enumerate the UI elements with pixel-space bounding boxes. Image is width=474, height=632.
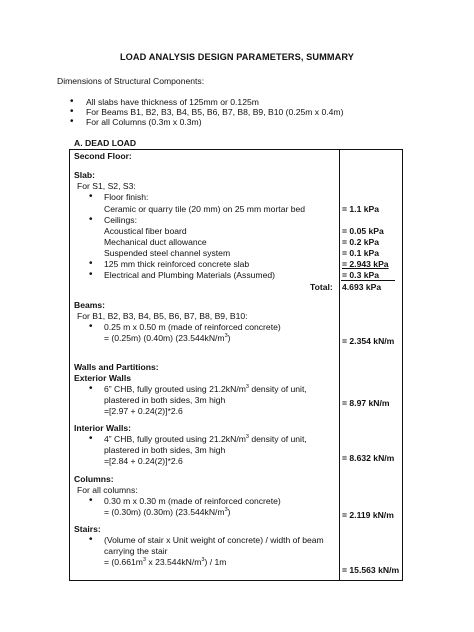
exterior-line2: plastered in both sides, 3m high xyxy=(104,395,226,405)
superscript: 3 xyxy=(201,557,205,564)
stairs-line3-a: = (0.661m xyxy=(104,557,143,567)
electrical-value: = 0.3 kPa xyxy=(342,270,380,280)
floor-finish-label: Floor finish: xyxy=(104,192,149,202)
beams-desc: 0.25 m x 0.50 m (made of reinforced concrete) xyxy=(104,322,281,332)
interior-line1-end: density of unit, xyxy=(248,434,307,444)
columns-value: = 2.119 kN/m xyxy=(342,510,394,520)
stairs-heading: Stairs: xyxy=(74,524,101,534)
page-title: LOAD ANALYSIS DESIGN PARAMETERS, SUMMARY xyxy=(119,52,355,62)
slab-for: For S1, S2, S3: xyxy=(77,181,136,191)
duct-value: = 0.2 kPa xyxy=(342,237,380,247)
bullet-icon: • xyxy=(89,495,93,506)
interior-value: = 8.632 kN/m xyxy=(342,453,395,463)
duct-label: Mechanical duct allowance xyxy=(104,237,207,247)
bullet-icon: • xyxy=(89,258,93,269)
columns-calc-end: ) xyxy=(227,507,231,517)
bullet-icon: • xyxy=(89,383,93,394)
interior-line1 xyxy=(104,434,307,444)
stairs-line2: carrying the stair xyxy=(104,546,168,556)
columns-calc-text: = (0.30m) (0.30m) (23.544kN/m xyxy=(104,507,225,517)
interior-line2: plastered in both sides, 3m high xyxy=(104,445,226,455)
exterior-value: = 8.97 kN/m xyxy=(342,398,390,408)
columns-calc xyxy=(104,507,231,517)
channel-label: Suspended steel channel system xyxy=(104,248,231,258)
bullet-icon: • xyxy=(89,321,93,332)
beams-calc-text: = (0.25m) (0.40m) (23.544kN/m xyxy=(104,333,225,343)
columns-heading: Columns: xyxy=(74,474,114,484)
slab-heading: Slab: xyxy=(74,170,96,180)
superscript: 3 xyxy=(245,384,249,391)
exterior-line1-text: 6” CHB, fully grouted using 21.2kN/m xyxy=(104,384,246,394)
bullet-icon: • xyxy=(89,534,93,545)
beams-value: = 2.354 kN/m xyxy=(342,336,395,346)
ceramic-label: Ceramic or quarry tile (20 mm) on 25 mm mortar bed xyxy=(104,204,306,214)
superscript: 3 xyxy=(224,333,228,340)
exterior-line1 xyxy=(104,384,307,394)
list-item-text: For all Columns (0.3m x 0.3m) xyxy=(86,117,202,127)
exterior-walls-heading: Exterior Walls xyxy=(74,373,131,383)
beams-calc-end: ) xyxy=(227,333,231,343)
bullet-icon: • xyxy=(89,269,93,280)
exterior-line1-end: density of unit, xyxy=(248,384,307,394)
list-item-text: For Beams B1, B2, B3, B4, B5, B6, B7, B8, B9, B10 (0.25m x 0.4m) xyxy=(86,107,344,117)
stairs-line3-b: x 23.544kN/m xyxy=(146,557,202,567)
beams-heading: Beams: xyxy=(74,300,106,310)
bullet-icon: • xyxy=(89,214,93,225)
bullet-icon: • xyxy=(89,433,93,444)
concrete-slab-value: = 2.943 kPa xyxy=(342,259,389,269)
dimensions-heading: Dimensions of Structural Components: xyxy=(57,76,205,86)
exterior-line3: =[2.97 + 0.24(2)]*2.6 xyxy=(104,406,183,416)
superscript: 3 xyxy=(142,557,146,564)
second-floor-heading: Second Floor: xyxy=(74,151,132,161)
beams-calc xyxy=(104,333,231,343)
acoustical-value: = 0.05 kPa xyxy=(342,226,384,236)
stairs-line3 xyxy=(104,557,226,567)
walls-heading: Walls and Partitions: xyxy=(74,362,159,372)
columns-for: For all columns: xyxy=(77,485,138,495)
bullet-icon: • xyxy=(70,106,74,117)
columns-desc: 0.30 m x 0.30 m (made of reinforced concrete) xyxy=(104,496,281,506)
stairs-line1: (Volume of stair x Unit weight of concrete) / width of beam xyxy=(104,535,324,545)
stairs-value: = 15.563 kN/m xyxy=(342,565,400,575)
interior-line1-text: 4” CHB, fully grouted using 21.2kN/m xyxy=(104,434,246,444)
interior-line3: =[2.84 + 0.24(2)]*2.6 xyxy=(104,456,183,466)
concrete-slab-label: 125 mm thick reinforced concrete slab xyxy=(104,259,250,269)
stairs-line3-c: ) / 1m xyxy=(204,557,227,567)
table-divider xyxy=(339,149,340,581)
bullet-icon: • xyxy=(70,116,74,127)
acoustical-label: Acoustical fiber board xyxy=(104,226,187,236)
list-item-text: All slabs have thickness of 125mm or 0.125m xyxy=(86,97,259,107)
total-label: Total: xyxy=(310,282,333,292)
electrical-label: Electrical and Plumbing Materials (Assumed) xyxy=(104,270,275,280)
beams-for: For B1, B2, B3, B4, B5, B6, B7, B8, B9, B10: xyxy=(77,311,248,321)
bullet-icon: • xyxy=(89,191,93,202)
section-heading-dead-load: A. DEAD LOAD xyxy=(74,138,137,148)
total-rule xyxy=(341,280,395,281)
bullet-icon: • xyxy=(70,96,74,107)
ceramic-value: = 1.1 kPa xyxy=(342,204,380,214)
superscript: 3 xyxy=(224,507,228,514)
interior-walls-heading: Interior Walls: xyxy=(74,423,131,433)
total-value: 4.693 kPa xyxy=(342,282,382,292)
superscript: 3 xyxy=(245,434,249,441)
channel-value: = 0.1 kPa xyxy=(342,248,380,258)
ceilings-label: Ceilings: xyxy=(104,215,137,225)
